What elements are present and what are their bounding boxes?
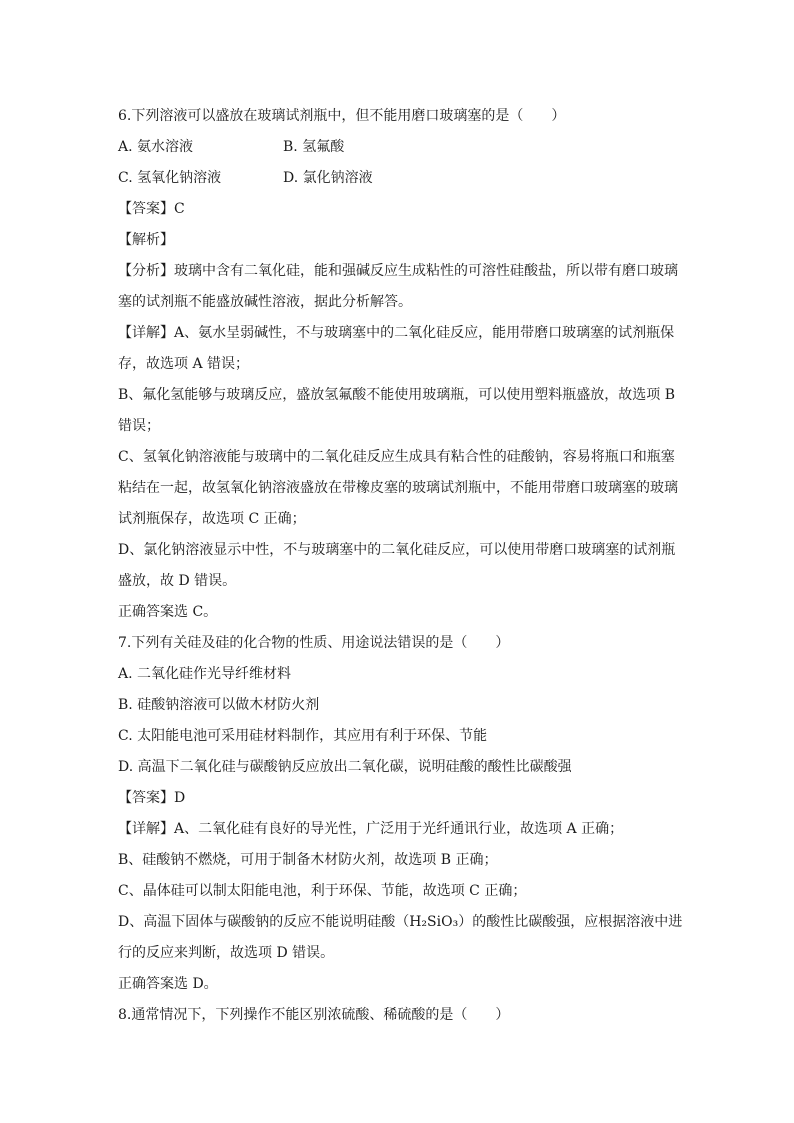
q6-explanation-line: 粘结在一起，故氢氧化钠溶液盛放在带橡皮塞的玻璃试剂瓶中，不能用带磨口玻璃塞的玻璃 xyxy=(118,480,678,496)
q7-answer: 【答案】D xyxy=(118,790,186,806)
q8-question: 8.通常情况下，下列操作不能区别浓硫酸、稀硫酸的是（ ） xyxy=(118,1007,510,1023)
q7-option-d: D. 高温下二氧化硅与碳酸钠反应放出二氧化碳，说明硅酸的酸性比碳酸强 xyxy=(118,759,572,775)
q7-conclusion: 正确答案选 D。 xyxy=(118,976,218,992)
q6-option-d: D. 氯化钠溶液 xyxy=(283,170,373,186)
q6-explanation-line: C、氢氧化钠溶液能与玻璃中的二氧化硅反应生成具有粘合性的硅酸钠，容易将瓶口和瓶塞 xyxy=(118,449,675,465)
q6-options-row1 xyxy=(118,132,678,163)
q7-explanation-line: C、晶体硅可以制太阳能电池，利于环保、节能，故选项 C 正确； xyxy=(118,883,527,899)
q6-explanation-line: 存，故选项 A 错误； xyxy=(118,356,250,372)
q6-analysis-label: 【解析】 xyxy=(118,232,174,248)
q6-explanation-line: 【分析】玻璃中含有二氧化硅，能和强碱反应生成粘性的可溶性硅酸盐，所以带有磨口玻璃 xyxy=(118,263,678,279)
q7-option-a: A. 二氧化硅作光导纤维材料 xyxy=(118,666,292,682)
q6-explanation-line: D、氯化钠溶液显示中性，不与玻璃塞中的二氧化硅反应，可以使用带磨口玻璃塞的试剂瓶 xyxy=(118,542,676,558)
q6-option-c: C. 氢氧化钠溶液 xyxy=(118,170,222,186)
q6-explanation-line: 错误； xyxy=(118,418,160,434)
q7-explanation-line: B、硅酸钠不燃烧，可用于制备木材防火剂，故选项 B 正确； xyxy=(118,852,498,868)
q7-option-b: B. 硅酸钠溶液可以做木材防火剂 xyxy=(118,697,320,713)
q6-explanation-line: 盛放，故 D 错误。 xyxy=(118,573,237,589)
document-page xyxy=(118,101,683,1031)
q7-option-c: C. 太阳能电池可采用硅材料制作，其应用有利于环保、节能 xyxy=(118,728,488,744)
q6-explanation-line: 试剂瓶保存，故选项 C 正确； xyxy=(118,511,306,527)
q6-options-row2 xyxy=(118,163,678,194)
q6-option-b: B. 氢氟酸 xyxy=(283,139,345,155)
q6-explanation-line: 【详解】A、氨水呈弱碱性，不与玻璃塞中的二氧化硅反应，能用带磨口玻璃塞的试剂瓶保 xyxy=(118,325,675,341)
q6-option-a: A. 氨水溶液 xyxy=(118,139,194,155)
q6-conclusion: 正确答案选 C。 xyxy=(118,604,218,620)
q6-question: 6.下列溶液可以盛放在玻璃试剂瓶中，但不能用磨口玻璃塞的是（ ） xyxy=(118,108,566,124)
q6-explanation-line: 塞的试剂瓶不能盛放碱性溶液，据此分析解答。 xyxy=(118,294,412,310)
q7-explanation-line: 【详解】A、二氧化硅有良好的导光性，广泛用于光纤通讯行业，故选项 A 正确； xyxy=(118,821,624,837)
q7-question: 7.下列有关硅及硅的化合物的性质、用途说法错误的是（ ） xyxy=(118,635,510,651)
q6-explanation-line: B、氟化氢能够与玻璃反应，盛放氢氟酸不能使用玻璃瓶，可以使用塑料瓶盛放，故选项 B xyxy=(118,387,676,403)
q6-answer: 【答案】C xyxy=(118,201,185,217)
q7-explanation-line: D、高温下固体与碳酸钠的反应不能说明硅酸（H₂SiO₃）的酸性比碳酸强，应根据溶液中进 xyxy=(118,914,683,930)
q7-explanation-line: 行的反应来判断，故选项 D 错误。 xyxy=(118,945,335,961)
